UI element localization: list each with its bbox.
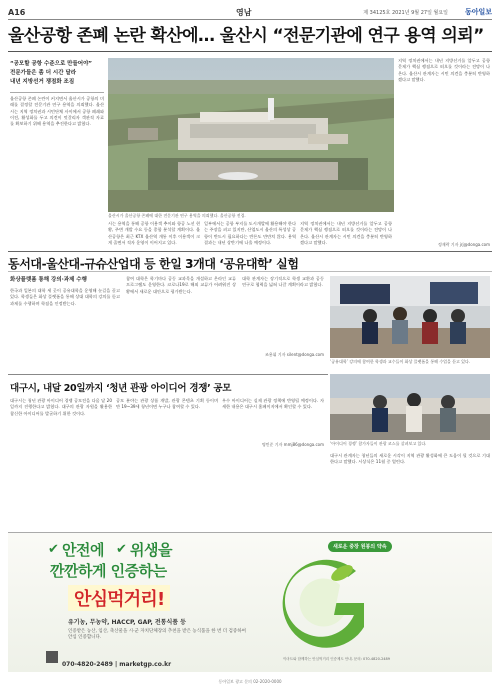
check-icon: ✔	[116, 542, 127, 557]
qr-code-icon	[46, 651, 58, 663]
third-byline: 명민준 기자 mmj86@donga.com	[261, 442, 324, 447]
third-headline: 대구시, 내달 20일까지 ‘청년 관광 아이디어 경쟁’ 공모	[10, 383, 232, 394]
top-story-col4: 지역 정치권에서는 내년 지방선거를 앞두고 공항 문제가 핵심 쟁점으로 떠오를 것이라는 전망이 나온다. 울산시 관계자는 시민 의견을 충분히 반영하겠다고 말했다.	[300, 221, 392, 245]
top-story-right-col: 지역 정치권에서는 내년 지방선거를 앞두고 공항 문제가 핵심 쟁점으로 떠오를 것이라는 전망이 나온다. 울산시 관계자는 시민 의견을 충분히 반영하겠다고 말했다.	[398, 58, 490, 82]
main-headline: 울산공항 존폐 논란 확산에… 울산시 “전문기관에 연구 용역 의뢰”	[8, 26, 484, 46]
check-icon: ✔	[48, 542, 59, 557]
subhead-3: 내년 지방선거 쟁점화 조짐	[10, 79, 75, 85]
second-byline: 조용휘 기자 silent@donga.com	[264, 352, 324, 357]
ad-slogan: 안심먹거리!	[68, 585, 170, 611]
right-story-col: 대구시 관계자는 청년들의 새로운 시각이 지역 관광 활성화에 큰 도움이 될 것으로 기대한다고 말했다. 시상식은 11월 중 열린다.	[330, 453, 490, 465]
ad-description: 인증받은 농산, 임산, 축산물을 시·군 자치단체장의 추천을 받은 농식품을 한 번 더 검증하여 안심 인증합니다.	[68, 629, 246, 640]
ad-line1b: 위생을	[130, 541, 172, 559]
page-number: A16	[8, 8, 26, 17]
top-story-col1: 울산공항 존폐 논란이 커지면서 울산시가 공항의 미래를 결정할 전문기관 연구 용역을 의뢰했다. 울산시는 지역 정치권과 시민단체 사이에서 공항 폐쇄와 이전, 활성화를 두고 의견이 엇갈리자 객관적 자료를 확보하기 위해 용역을 추진한다고 밝혔다.	[10, 96, 104, 127]
ad-contact: 070-4820-2489 | marketgp.co.kr	[62, 661, 172, 668]
airport-photo-caption: 울산시가 울산공항 존폐에 대한 전문기관 연구 용역을 의뢰했다. 울산공항 전경.	[108, 213, 246, 218]
second-subhead: 화상플랫폼 통해 강의·과제 수행	[10, 277, 87, 283]
g-logo-icon	[278, 557, 366, 653]
second-col2: 참여 대학은 학기마다 공동 교과목을 개설하고 온라인 교류 프로그램도 운영한다. 코로나19로 해외 교류가 어려워진 상황에서 새로운 대안으로 평가받는다.	[126, 276, 236, 294]
top-story-col3: 일부에서는 공항 부지를 도시개발에 활용해야 한다는 주장을 펴고 있지만, 산업도시 울산의 특성상 공항이 반드시 필요하다는 반론도 만만치 않다. 용역 결과는 내년 상반기에 나올 예정이다.	[204, 221, 296, 245]
section-name: 영남	[236, 8, 252, 17]
issue-date: 제 34125호 2021년 9월 27일 월요일	[363, 10, 448, 16]
second-headline: 동서대-울산대-규슈산업대 등 한일 3개대 ‘공유대학’ 실험	[8, 257, 299, 271]
classroom-photo	[330, 276, 490, 358]
page-footer: 동아일보 광고 문의 02-2020-0000	[218, 679, 282, 684]
ad-line2: 깐깐하게 인증하는	[50, 562, 167, 580]
ad-tagline: 새로운 중장 원봉의 약속	[328, 541, 392, 552]
advertisement	[8, 532, 492, 672]
page-header	[8, 6, 492, 20]
tourism-photo	[330, 374, 490, 440]
second-col1: 한국과 일본의 대학 세 곳이 공유대학을 운영해 눈길을 끌고 있다. 학생들은 화상 플랫폼을 통해 상대 대학의 강의를 듣고 과제를 수행하며 학점을 인정받는다.	[10, 288, 120, 306]
third-col2: 공모 분야는 관광 상품 개발, 관광 콘텐츠 기획 등이며 만 19~39세 청년이면 누구나 참여할 수 있다.	[116, 398, 218, 410]
airport-photo	[108, 58, 394, 212]
top-story-col2: 시는 용역을 통해 공항 이용객 추이와 항공 노선 현황, 주변 개발 수요 등을 종합 분석할 계획이다. 울산공항은 최근 KTX 울산역 개통 이후 이용객이 크게 줄면서 적자 운영이 이어지고 있다.	[108, 221, 200, 245]
newspaper-logo: 동아일보	[464, 8, 492, 16]
third-col1: 대구시는 청년 관광 아이디어 경쟁 공모전을 다음 달 20일까지 진행한다고 밝혔다. 대구의 관광 자원을 활용한 참신한 아이디어를 발굴하기 위한 것이다.	[10, 398, 112, 416]
subhead-1: “공모할 공항 수준으로 만들어야”	[10, 61, 93, 67]
classroom-photo-caption: ‘공유대학’ 강의에 참여한 학생과 교수들이 화상 플랫폼을 통해 수업을 듣고 있다.	[330, 359, 471, 364]
tourism-photo-caption: ‘아이디어 경쟁’ 참가자들이 관광 코스를 살펴보고 있다.	[330, 441, 427, 446]
ad-certifications: 유기농, 무농약, HACCP, GAP, 전통식품 등	[68, 619, 186, 626]
ad-line1: 안전에	[62, 541, 104, 559]
top-story-byline: 정재락 기자 jrj@donga.com	[437, 242, 490, 247]
second-col3: 대학 관계자는 장기적으로 학생 교환과 공동 연구로 협력을 넓혀 나갈 계획이라고 밝혔다.	[242, 276, 324, 288]
top-story-subheads	[10, 60, 104, 87]
ad-footnote: 이마트와 함께하는 안심먹거리 인증제도 안내. 문의: 070-4820-2489	[283, 657, 390, 661]
third-col3: 우수 아이디어는 실제 관광 정책에 반영될 예정이다. 자세한 내용은 대구시 홈페이지에서 확인할 수 있다.	[222, 398, 324, 410]
subhead-2: 전문가들은 좀 더 시간 달라	[10, 70, 77, 76]
